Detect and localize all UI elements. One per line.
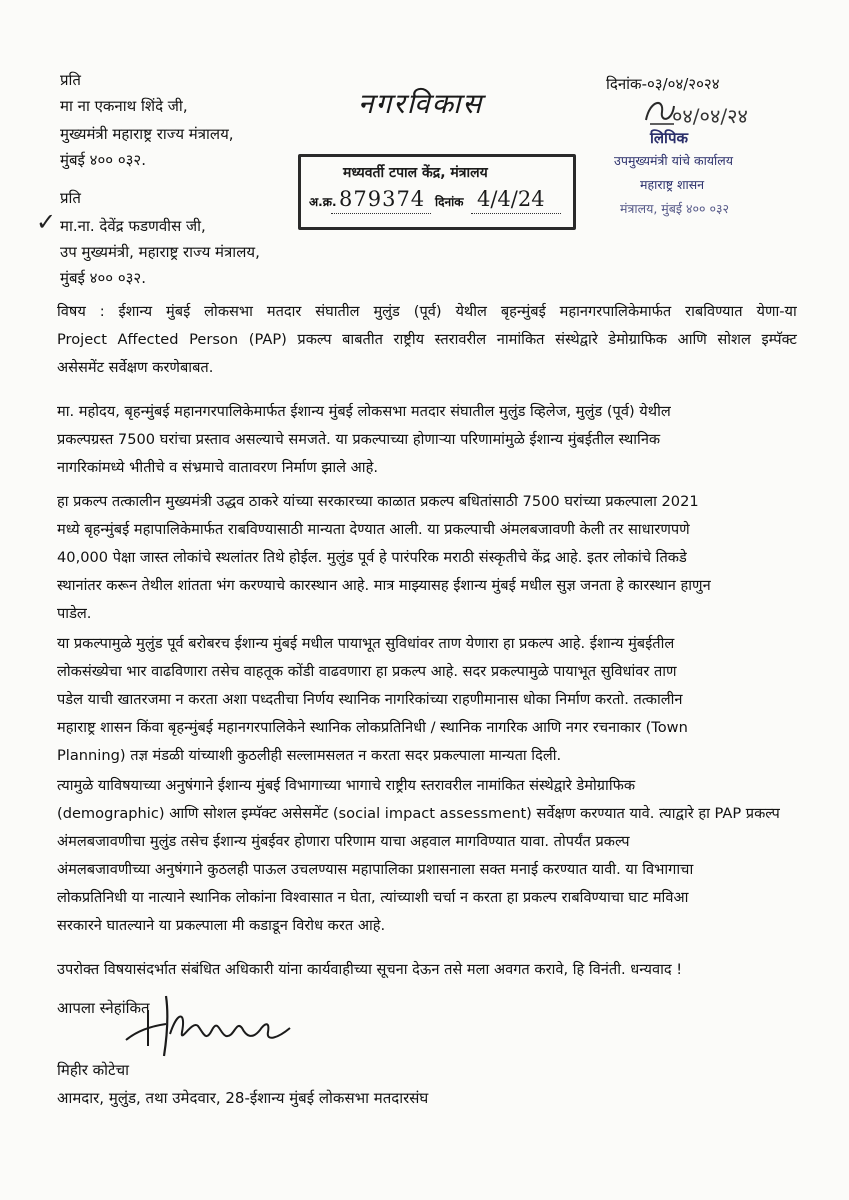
paragraph-line: 40,000 पेक्षा जास्त लोकांचे स्थलांतर तिथे होईल. मुलुंड पूर्व हे पारंपरिक मराठी संस्कृतीचे केंद्र आहे. इतर लोकांचे तिकडे — [57, 549, 687, 566]
prati-label-2: प्रति — [60, 189, 81, 207]
paragraph-line: सरकारने घातल्याने या प्रकल्पाला मी कडाडून विरोध करत आहे. — [57, 917, 386, 934]
recipient-2-line-1: मा.ना. देवेंद्र फडणवीस जी, — [60, 217, 206, 235]
subject-line: Project Affected Person (PAP) प्रकल्प बाबतीत राष्ट्रीय स्तरावरील नामांकित संस्थेद्वारे डेमोग्राफिक आणि सोशल इम्पॅक्ट — [57, 331, 797, 348]
paragraph-1 — [57, 398, 797, 482]
right-stamp-line-2: महाराष्ट्र शासन — [640, 177, 705, 192]
paragraph-line: पडेल याची खातरजमा न करता अशा पध्दतीचा निर्णय स्थानिक नागरिकांच्या राहणीमानास धोका निर्माण करतो. तत्कालीन — [57, 691, 683, 708]
stamp-number-line — [331, 213, 431, 214]
paragraph-line: लोकसंख्येचा भार वाढविणारा तसेच वाहतूक कोंडी वाढवणारा हा प्रकल्प आहे. सदर प्रकल्पामुळे पायाभूत सुविधांवर ताण — [57, 663, 677, 680]
right-stamp-title: लिपिक — [650, 129, 688, 147]
stamp-date: 4/4/24 — [477, 187, 545, 211]
paragraph-line: (demographic) आणि सोशल इम्पॅक्ट असेसमेंट (social impact assessment) सर्वेक्षण करण्यात यावे. त्याद्वारे हा PAP प्रकल्प — [57, 805, 780, 822]
paragraph-line: लोकप्रतिनिधी या नात्याने स्थानिक लोकांना विश्वासात न घेता, त्यांच्याशी चर्चा न करता हा प्रकल्प राबविण्याचा घाट मविआ — [57, 889, 689, 906]
subject-block — [57, 298, 797, 382]
right-stamp-line-1: उपमुख्यमंत्री यांचे कार्यालय — [614, 153, 734, 168]
paragraph-line: अंमलबजावणीच्या अनुषंगाने कुठलही पाऊल उचलण्यास महापालिका प्रशासनाला सक्त मनाई करण्यात यावी. या विभागाचा — [57, 861, 694, 878]
handwritten-nagar-vikas: नगरविकास — [358, 87, 484, 120]
paragraph-line: हा प्रकल्प तत्कालीन मुख्यमंत्री उद्धव ठाकरे यांच्या सरकारच्या काळात प्रकल्प बधितांसाठी 7500 घरांच्या प्रकल्पाला 2021 — [57, 493, 699, 510]
recipient-2-line-2: उप मुख्यमंत्री, महाराष्ट्र राज्य मंत्रालय, — [60, 243, 260, 261]
right-stamp-line-3: मंत्रालय, मुंबई ४०० ०३२ — [620, 201, 729, 216]
paragraph-line: उपरोक्त विषयासंदर्भात संबंधित अधिकारी यांना कार्यवाहीच्या सूचना देऊन तसे मला अवगत करावे, हि विनंती. धन्यवाद ! — [57, 961, 683, 978]
recipient-1-line-1: मा ना एकनाथ शिंदे जी, — [60, 97, 188, 115]
paragraph-line: मा. महोदय, बृहन्मुंबई महानगरपालिकेमार्फत ईशान्य मुंबई लोकसभा मतदार संघातील मुलुंड व्हिलेज, मुलुंड (पूर्व) येथील — [57, 403, 671, 420]
paragraph-3 — [57, 630, 797, 770]
paragraph-line: मध्ये बृहन्मुंबई महापालिकेमार्फत राबविण्यासाठी मान्यता देण्यात आली. या प्रकल्पाची अंमलबजावणी केली तर साधारणपणे — [57, 521, 690, 538]
stamp-number-label: अ.क्र. — [309, 195, 337, 209]
paragraph-4 — [57, 772, 797, 940]
paragraph-line: नागरिकांमध्ये भीतीचे व संभ्रमाचे वातावरण निर्माण झाले आहे. — [57, 459, 378, 476]
paragraph-line: या प्रकल्पामुळे मुलुंड पूर्व बरोबरच ईशान्य मुंबई मधील पायाभूत सुविधांवर ताण येणारा हा प्रकल्प आहे. ईशान्य मुंबईतील — [57, 635, 675, 652]
paragraph-line: Planning) तज्ञ मंडळी यांच्याशी कुठलीही सल्लामसलत न करता सदर प्रकल्पाला मान्यता दिली. — [57, 747, 562, 764]
tick-mark: ✓ — [36, 208, 57, 236]
stamp-date-line — [471, 213, 561, 214]
stamp-date-label: दिनांक — [435, 195, 464, 209]
signatory-name: मिहीर कोटेचा — [57, 1061, 129, 1079]
recipient-1-line-3: मुंबई ४०० ०३२. — [60, 151, 147, 169]
paragraph-line: महाराष्ट्र शासन किंवा बृहन्मुंबई महानगरपालिकेने स्थानिक लोकप्रतिनिधी / स्थानिक नागरिक आणि नगर रचनाकार (Town — [57, 719, 688, 736]
initials-scribble — [640, 94, 680, 130]
paragraph-line: अंमलबजावणीचा मुलुंड तसेच ईशान्य मुंबईवर होणारा परिणाम याचा अहवाल मागविण्यात यावा. तोपर्यंत प्रकल्प — [57, 833, 630, 850]
recipient-2-line-3: मुंबई ४०० ०३२. — [60, 269, 147, 287]
right-stamp-handwritten: ०४/०४/२४ — [672, 104, 748, 128]
paragraph-line: स्थानांतर करून तेथील शांतता भंग करण्याचे कारस्थान आहे. मात्र माझ्यासह ईशान्य मुंबई मधील सुज्ञ जनता हे कारस्थान हाणुन — [57, 577, 711, 594]
stamp-title: मध्यवर्ती टपाल केंद्र, मंत्रालय — [343, 165, 488, 181]
subject-line: असेसमेंट सर्वेक्षण करणेबाबत. — [57, 359, 214, 376]
paragraph-line: पाडेल. — [57, 605, 92, 622]
stamp-number: 879374 — [339, 187, 426, 211]
prati-label-1: प्रति — [60, 71, 81, 89]
letter-date: दिनांक-०३/०४/२०२४ — [606, 75, 720, 93]
paragraph-5 — [57, 956, 797, 984]
signatory-designation: आमदार, मुलुंड, तथा उमेदवार, 28-ईशान्य मुंबई लोकसभा मतदारसंघ — [57, 1089, 429, 1107]
paragraph-line: प्रकल्पग्रस्त 7500 घरांचा प्रस्ताव असल्याचे समजते. या प्रकल्पाच्या होणाऱ्या परिणामांमुळे ईशान्य मुंबईतील स्थानिक — [57, 431, 661, 448]
subject-line: विषय : ईशान्य मुंबई लोकसभा मतदार संघातील मुलुंड (पूर्व) येथील बृहन्मुंबई महानगरपालिकेमार्फत राबविण्यात येणा-या — [57, 303, 797, 320]
closing-salutation: आपला स्नेहांकित — [57, 999, 150, 1017]
signature — [108, 990, 308, 1060]
paragraph-line: त्यामुळे याविषयाच्या अनुषंगाने ईशान्य मुंबई विभागाच्या भागाचे राष्ट्रीय स्तरावरील नामांकित संस्थेद्वारे डेमोग्राफिक — [57, 777, 636, 794]
central-post-stamp — [298, 154, 576, 230]
paragraph-2 — [57, 488, 797, 628]
recipient-1-line-2: मुख्यमंत्री महाराष्ट्र राज्य मंत्रालय, — [60, 125, 234, 143]
